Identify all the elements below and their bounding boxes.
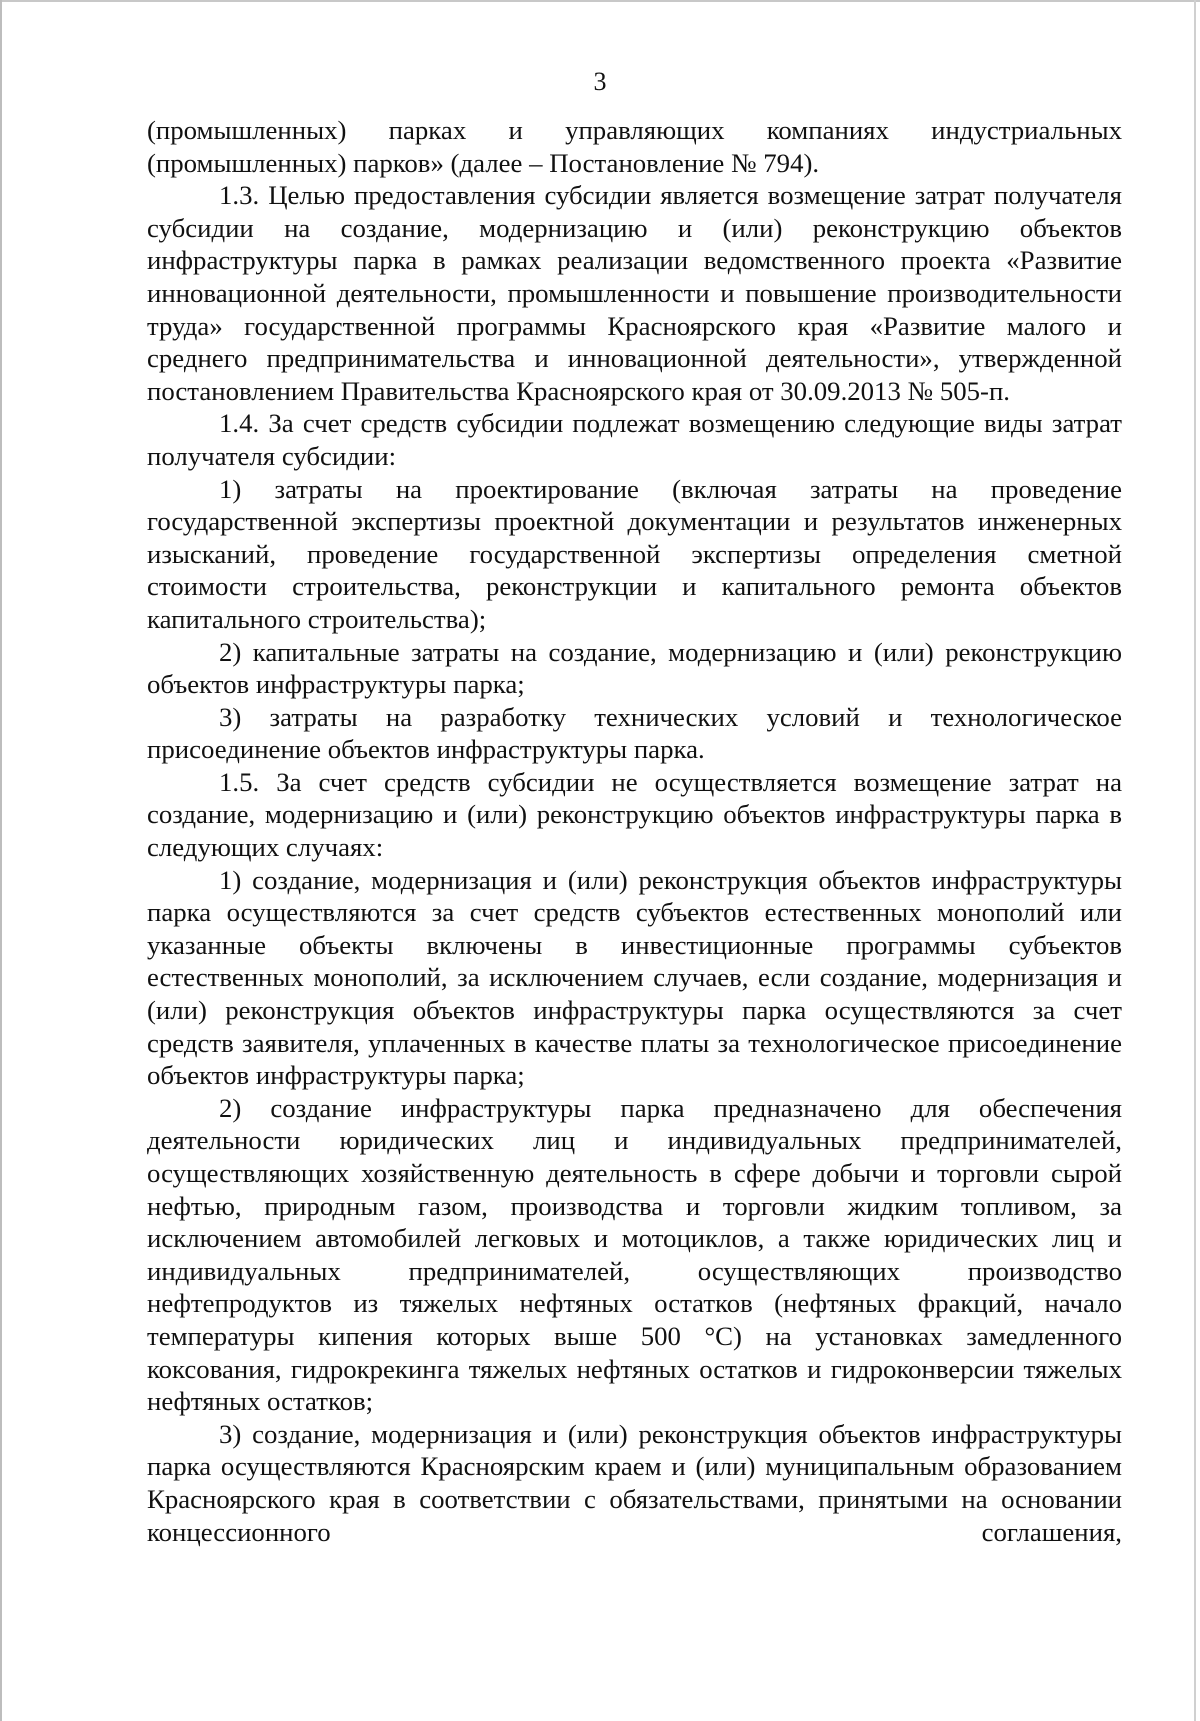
paragraph-1-4-item-1: 1) затраты на проектирование (включая затраты на проведение государственной экспертизы проектной документации и результатов инженерных изысканий, проведение государственной экспертизы определения сметной стоимости строительства, реконструкции и капитального ремонта объектов капитального строительства);: [147, 473, 1122, 634]
paragraph-continuation: (промышленных) парках и управляющих компаниях индустриальных (промышленных) парков» (далее – Постановление № 794).: [147, 115, 1122, 178]
paragraph-1-5-item-1: 1) создание, модернизация и (или) реконструкция объектов инфраструктуры парка осуществляются за счет средств субъектов естественных монополий или указанные объекты включены в инвестиционные программы субъектов естественных монополий, за исключением случаев, если создание, модернизация и (или) реконструкция объектов инфраструктуры парка осуществляются за счет средств заявителя, уплаченных в качестве платы за технологическое присоединение объектов инфраструктуры парка;: [147, 864, 1122, 1091]
paragraph-1-5-item-2: 2) создание инфраструктуры парка предназначено для обеспечения деятельности юридических лиц и индивидуальных предпринимателей, осуществляющих хозяйственную деятельность в сфере добычи и торговли сырой нефтью, природным газом, производства и торговли жидким топливом, за исключением автомобилей легковых и мотоциклов, а также юридических лиц и индивидуальных предпринимателей, осуществляющих производство нефтепродуктов из тяжелых нефтяных остатков (нефтяных фракций, начало температуры кипения которых выше 500 °С) на установках замедленного коксования, гидрокрекинга тяжелых нефтяных остатков и гидроконверсии тяжелых нефтяных остатков;: [147, 1092, 1122, 1417]
document-body: [147, 114, 1122, 1548]
scan-edge-right: [1194, 0, 1196, 1721]
scan-edge-left: [0, 0, 2, 1721]
paragraph-1-4: 1.4. За счет средств субсидии подлежат возмещению следующие виды затрат получателя субсидии:: [147, 408, 1122, 471]
scan-edge-top: [0, 0, 1200, 2]
paragraph-1-5: 1.5. За счет средств субсидии не осуществляется возмещение затрат на создание, модернизацию и (или) реконструкцию объектов инфраструктуры парка в следующих случаях:: [147, 766, 1122, 863]
paragraph-1-5-item-3: 3) создание, модернизация и (или) реконструкция объектов инфраструктуры парка осуществляются Красноярским краем и (или) муниципальным образованием Красноярского края в соответствии с обязательствами, принятыми на основании концессионного соглашения,: [147, 1418, 1122, 1547]
paragraph-1-3: 1.3. Целью предоставления субсидии является возмещение затрат получателя субсидии на создание, модернизацию и (или) реконструкцию объектов инфраструктуры парка в рамках реализации ведомственного проекта «Развитие инновационной деятельности, промышленности и повышение производительности труда» государственной программы Красноярского края «Развитие малого и среднего предпринимательства и инновационной деятельности», утвержденной постановлением Правительства Красноярского края от 30.09.2013 № 505-п.: [147, 180, 1122, 406]
page-number: 3: [593, 67, 607, 96]
paragraph-1-4-item-2: 2) капитальные затраты на создание, модернизацию и (или) реконструкцию объектов инфраструктуры парка;: [147, 636, 1122, 700]
paragraph-1-4-item-3: 3) затраты на разработку технических условий и технологическое присоединение объектов инфраструктуры парка.: [147, 701, 1122, 765]
